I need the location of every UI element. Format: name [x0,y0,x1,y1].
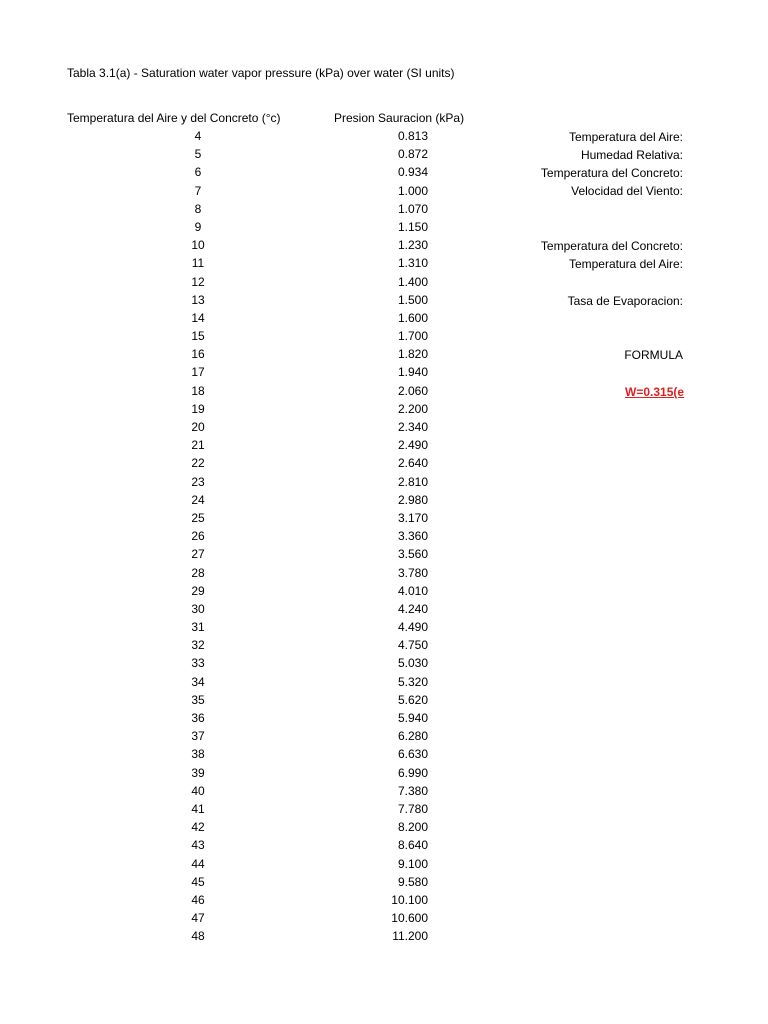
formula-value[interactable]: W=0.315(e [625,385,685,399]
temperature-cell[interactable]: 46 [191,892,205,907]
temperature-cell[interactable]: 41 [191,801,205,816]
table-row [0,856,768,874]
pressure-cell[interactable]: 8.640 [397,838,428,853]
pressure-cell[interactable]: 1.400 [397,274,428,289]
pressure-cell[interactable]: 1.000 [397,183,428,198]
pressure-cell[interactable]: 10.600 [391,911,428,926]
pressure-cell[interactable]: 5.030 [397,656,428,671]
temperature-cell[interactable]: 32 [191,638,205,653]
temperature-cell[interactable]: 42 [191,820,205,835]
table-row [0,837,768,855]
pressure-cell[interactable]: 0.813 [397,129,428,143]
relative-humidity-label[interactable]: Humedad Relativa: [580,148,683,162]
temperature-cell[interactable]: 18 [191,383,205,398]
temperature-cell[interactable]: 33 [191,656,205,671]
table-row [0,710,768,728]
pressure-cell[interactable]: 9.100 [397,856,428,871]
pressure-cell[interactable]: 1.310 [397,256,428,271]
table-row [0,474,768,492]
pressure-cell[interactable]: 2.980 [397,492,428,507]
pressure-cell[interactable]: 1.150 [397,219,428,234]
temperature-cell[interactable]: 9 [194,219,202,234]
table-title: Tabla 3.1(a) - Saturation water vapor pressure (kPa) over water (SI units) [67,66,455,80]
temperature-cell[interactable]: 5 [194,147,202,162]
table-row [0,637,768,655]
temperature-cell[interactable]: 4 [194,129,202,143]
table-row [0,583,768,601]
table-row [0,492,768,510]
evaporation-rate-label[interactable]: Tasa de Evaporacion: [567,294,683,308]
table-row [0,674,768,692]
table-row [0,655,768,673]
temperature-cell[interactable]: 16 [191,347,205,362]
temperature-cell[interactable]: 17 [191,365,205,380]
temperature-cell[interactable]: 38 [191,747,205,762]
pressure-cell[interactable]: 4.490 [397,620,428,635]
pressure-cell[interactable]: 6.280 [397,729,428,744]
temperature-cell[interactable]: 11 [191,256,205,271]
table-row [0,274,768,292]
table-row [0,528,768,546]
pressure-cell[interactable]: 11.200 [392,929,428,944]
table-row [0,401,768,419]
temperature-cell[interactable]: 29 [191,583,205,598]
temperature-cell[interactable]: 43 [191,838,205,853]
temperature-cell[interactable]: 28 [191,565,205,580]
pressure-cell[interactable]: 1.600 [397,310,428,325]
table-row [0,746,768,764]
pressure-cell[interactable]: 6.990 [397,765,428,780]
pressure-cell[interactable]: 5.940 [397,711,428,725]
pressure-cell[interactable]: 2.490 [397,438,428,453]
pressure-cell[interactable]: 2.340 [397,420,428,434]
temperature-cell[interactable]: 36 [191,711,205,725]
table-row [0,310,768,328]
pressure-cell[interactable]: 4.010 [397,583,428,598]
pressure-cell[interactable]: 5.620 [397,692,428,707]
pressure-cell[interactable]: 1.940 [397,365,428,380]
pressure-cell[interactable]: 5.320 [397,674,428,689]
temperature-cell[interactable]: 14 [191,310,205,325]
temperature-cell[interactable]: 12 [191,274,205,289]
pressure-cell[interactable]: 1.700 [397,329,428,344]
temperature-cell[interactable]: 15 [191,329,205,344]
table-row [0,892,768,910]
temperature-cell[interactable]: 13 [191,292,205,307]
table-row [0,692,768,710]
pressure-cell[interactable]: 6.630 [397,747,428,762]
table-row [0,874,768,892]
pressure-cell[interactable]: 2.640 [397,456,428,471]
temperature-cell[interactable]: 40 [191,783,205,798]
temperature-cell[interactable]: 31 [191,620,205,635]
table-row [0,728,768,746]
temperature-cell[interactable]: 6 [194,165,202,180]
temperature-cell[interactable]: 21 [191,438,205,453]
concrete-temperature-label-2[interactable]: Temperatura del Concreto: [540,239,683,253]
table-row [0,783,768,801]
temperature-cell[interactable]: 20 [191,420,205,434]
pressure-column-header[interactable]: Presion Sauracion (kPa) [334,111,465,125]
pressure-cell[interactable]: 0.872 [397,147,428,162]
formula-label[interactable]: FORMULA [624,348,683,362]
pressure-cell[interactable]: 10.100 [391,892,428,907]
pressure-cell[interactable]: 4.750 [397,638,428,653]
wind-speed-label[interactable]: Velocidad del Viento: [571,184,683,198]
pressure-cell[interactable]: 4.240 [397,601,428,616]
pressure-cell[interactable]: 7.380 [397,783,428,798]
temperature-cell[interactable]: 35 [191,692,205,707]
table-row [0,364,768,382]
temperature-cell[interactable]: 24 [191,492,205,507]
pressure-cell[interactable]: 1.820 [397,347,428,362]
pressure-cell[interactable]: 0.934 [397,165,428,180]
table-row [0,201,768,219]
table-row [0,819,768,837]
temperature-cell[interactable]: 22 [191,456,205,471]
table-row [0,601,768,619]
table-row [0,219,768,237]
temperature-cell[interactable]: 30 [191,601,205,616]
temperature-cell[interactable]: 34 [191,674,205,689]
air-temperature-label[interactable]: Temperatura del Aire: [568,130,683,144]
temperature-cell[interactable]: 19 [191,401,205,416]
pressure-cell[interactable]: 2.810 [397,474,428,489]
pressure-cell[interactable]: 1.070 [397,201,428,216]
temperature-cell[interactable]: 26 [191,529,205,544]
table-row [0,565,768,583]
pressure-cell[interactable]: 7.780 [397,801,428,816]
temperature-cell[interactable]: 7 [194,183,202,198]
table-row [0,419,768,437]
table-row [0,455,768,473]
pressure-cell[interactable]: 3.780 [397,565,428,580]
pressure-cell[interactable]: 3.560 [397,547,428,562]
pressure-cell[interactable]: 3.360 [397,529,428,544]
temperature-cell[interactable]: 8 [194,201,202,216]
table-row [0,910,768,928]
temperature-cell[interactable]: 27 [191,547,205,562]
temperature-cell[interactable]: 45 [191,874,205,889]
temperature-cell[interactable]: 23 [191,474,205,489]
pressure-cell[interactable]: 1.500 [397,292,428,307]
table-row [0,619,768,637]
table-row [0,328,768,346]
temperature-column-header[interactable]: Temperatura del Aire y del Concreto (°c) [67,111,281,125]
table-row [0,510,768,528]
pressure-cell[interactable]: 1.230 [397,238,428,253]
pressure-cell[interactable]: 9.580 [397,874,428,889]
temperature-cell[interactable]: 39 [191,765,205,780]
air-temperature-label-2[interactable]: Temperatura del Aire: [568,257,683,271]
pressure-cell[interactable]: 8.200 [397,820,428,835]
temperature-cell[interactable]: 10 [191,238,205,253]
table-row [0,437,768,455]
temperature-cell[interactable]: 47 [191,911,205,926]
table-row [0,546,768,564]
temperature-cell[interactable]: 25 [191,510,205,525]
temperature-cell[interactable]: 37 [191,729,205,744]
temperature-cell[interactable]: 44 [191,856,205,871]
table-row [0,928,768,946]
pressure-cell[interactable]: 2.060 [397,383,428,398]
table-row [0,765,768,783]
temperature-cell[interactable]: 48 [191,929,205,944]
pressure-cell[interactable]: 2.200 [397,401,428,416]
table-row [0,801,768,819]
concrete-temperature-label[interactable]: Temperatura del Concreto: [540,166,683,180]
pressure-cell[interactable]: 3.170 [397,510,428,525]
